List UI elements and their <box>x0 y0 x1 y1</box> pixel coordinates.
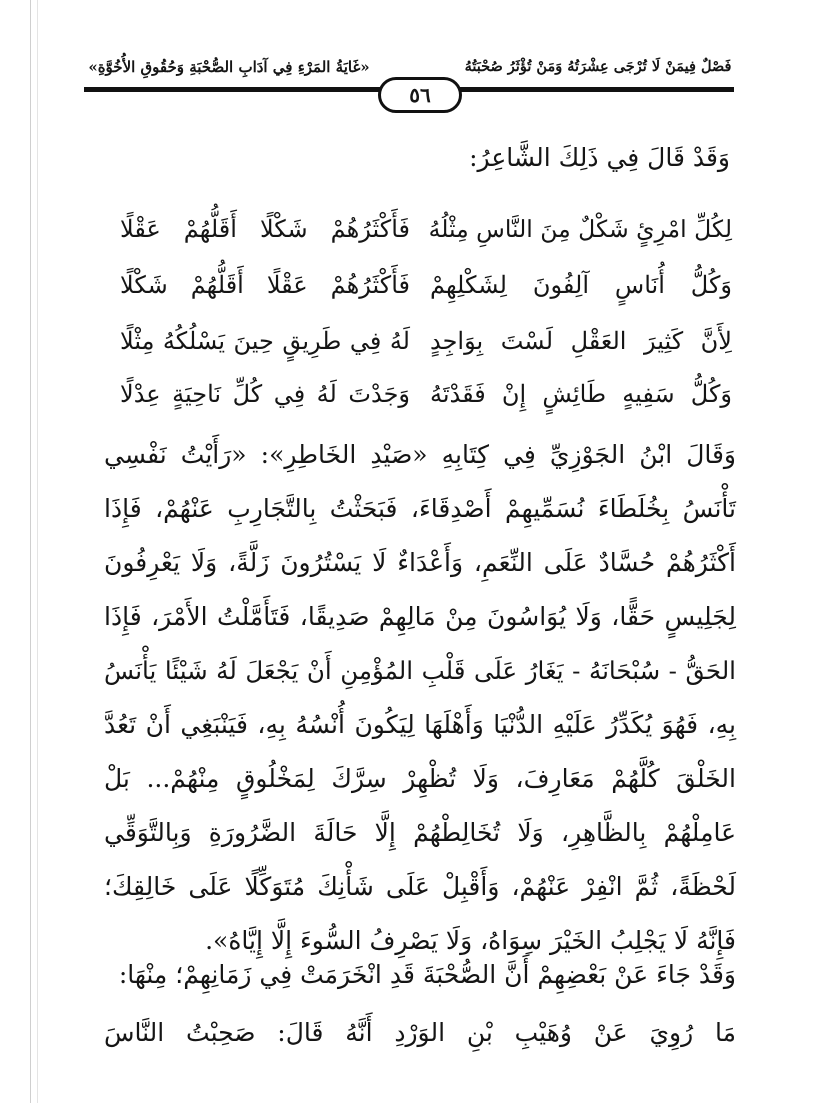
paragraph-line: وَقَالَ ابْنُ الجَوْزِيِّ فِي كِتَابِهِ «صَيْدِ الخَاطِرِ»: «رَأَيْتُ نَفْسِي <box>104 440 736 469</box>
verse-second-hemistich: فَأَكْثَرُهُمْ عَقْلًا أَقَلُّهُمْ شَكْلًا <box>120 271 410 299</box>
page-edge-line <box>30 0 31 1103</box>
sub-heading: وَقَدْ جَاءَ عَنْ بَعْضِهِمْ أَنَّ الصُّحْبَةَ قَدِ انْخَرَمَتْ فِي زَمَانِهِمْ؛ مِنْهَا: <box>118 960 736 989</box>
chapter-title: فَصْلٌ فِيمَنْ لَا تُرْجَى عِشْرَتُهُ وَمَنْ تُؤْثَرُ صُحْبَتُهُ <box>464 58 732 75</box>
verse-second-hemistich: وَجَدْتَ لَهُ فِي كُلِّ نَاحِيَةٍ عِدْلًا <box>120 380 410 408</box>
poem-intro: وَقَدْ قَالَ فِي ذَلِكَ الشَّاعِرُ: <box>469 143 730 172</box>
verse-first-hemistich: وَكُلُّ أُنَاسٍ آلِفُونَ لِشَكْلِهِمْ <box>430 271 732 299</box>
paragraph-line: لَحْظَةً، ثُمَّ انْفِرْ عَنْهُمْ، وَأَقْبِلْ عَلَى شَأْنِكَ مُتَوَكِّلًا عَلَى خَالِقِكَ؛ <box>104 872 736 901</box>
paragraph-line: لِجَلِيسٍ حَقًّا، وَلَا يُوَاسُونَ مِنْ مَالِهِمْ صَدِيقًا، فَتَأَمَّلْتُ الأَمْرَ، فَإِذَا <box>104 602 736 631</box>
verse-first-hemistich: لِأَنَّ كَثِيرَ العَقْلِ لَسْتَ بِوَاجِدٍ <box>430 327 732 355</box>
paragraph-line: بِهِ، فَهُوَ يُكَدِّرُ عَلَيْهِ الدُّنْيَا وَأَهْلَهَا لِيَكُونَ أُنْسُهُ بِهِ، فَيَنْبَغِي أَنْ تَعُدَّ <box>104 710 736 739</box>
paragraph-line: أَكْثَرُهُمْ حُسَّادٌ عَلَى النِّعَمِ، وَأَعْدَاءٌ لَا يَسْتُرُونَ زَلَّةً، وَلَا يَعْرِفُونَ <box>104 548 736 577</box>
paragraph-line: فَإِنَّهُ لَا يَجْلِبُ الخَيْرَ سِوَاهُ، وَلَا يَصْرِفُ السُّوءَ إِلَّا إِيَّاهُ». <box>205 926 736 955</box>
paragraph-line: الخَلْقَ كُلَّهُمْ مَعَارِفَ، وَلَا تُظْهِرْ سِرَّكَ لِمَخْلُوقٍ مِنْهُمْ... بَلْ <box>104 764 736 793</box>
paragraph-line: عَامِلْهُمْ بِالظَّاهِرِ، وَلَا تُخَالِطْهُمْ إِلَّا حَالَةَ الضَّرُورَةِ وَبِالتَّوَقِّي <box>104 818 736 847</box>
paragraph-line: تَأْنَسُ بِخُلَطَاءَ نُسَمِّيهِمْ أَصْدِقَاءَ، فَبَحَثْتُ بِالتَّجَارِبِ عَنْهُمْ، فَإِذَا <box>104 494 736 523</box>
page-number: ٥٦ <box>378 77 462 113</box>
verse-first-hemistich: وَكُلُّ سَفِيهٍ طَائِشٍ إِنْ فَقَدْتَهُ <box>430 380 732 408</box>
final-line: مَا رُوِيَ عَنْ وُهَيْبِ بْنِ الوَرْدِ أَنَّهُ قَالَ: صَحِبْتُ النَّاسَ <box>104 1018 736 1047</box>
page-edge-line-inner <box>37 0 38 1103</box>
verse-second-hemistich: فَأَكْثَرُهُمْ شَكْلًا أَقَلُّهُمْ عَقْلًا <box>120 215 410 243</box>
verse-second-hemistich: لَهُ فِي طَرِيقٍ حِينَ يَسْلُكُهُ مِثْلًا <box>120 327 410 355</box>
paragraph-line: الحَقُّ - سُبْحَانَهُ - يَغَارُ عَلَى قَلْبِ المُؤْمِنِ أَنْ يَجْعَلَ لَهُ شَيْئًا يَأْنَسُ <box>104 656 736 685</box>
verse-first-hemistich: لِكُلِّ امْرِئٍ شَكْلٌ مِنَ النَّاسِ مِثْلُهُ <box>428 215 732 243</box>
book-title: «غَايَةُ المَرْءِ فِي آدَابِ الصُّحْبَةِ وَحُقُوقِ الأُخُوَّةِ» <box>88 58 370 76</box>
